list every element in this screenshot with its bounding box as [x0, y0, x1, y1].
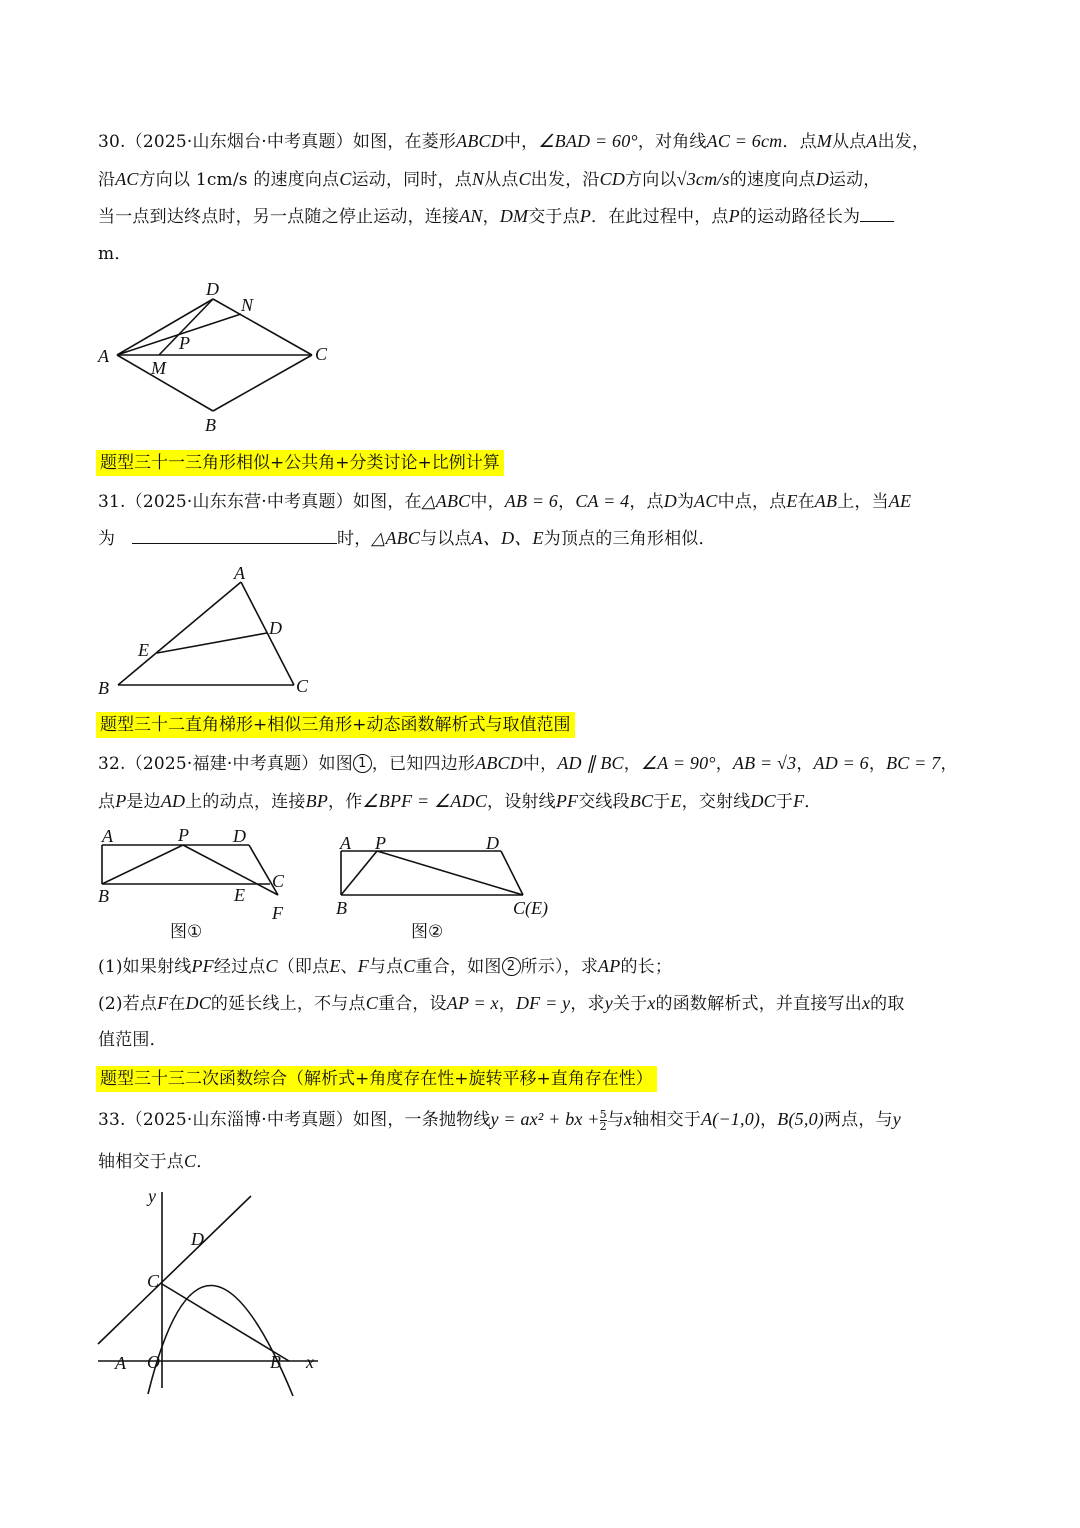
figure-caption-1: 图① [170, 922, 203, 942]
figure-caption-2: 图② [411, 922, 444, 942]
label-E: E [138, 640, 149, 660]
label-A: A [102, 826, 113, 846]
label-P: P [178, 825, 189, 845]
label-M: M [151, 358, 166, 378]
label-D: D [191, 1229, 204, 1249]
answer-blank [132, 529, 337, 544]
segment-PC [377, 851, 523, 895]
q32-part-1: (1)如果射线PF经过点C（即点E、F与点C重合，如图 2 所示），求AP的长； [98, 956, 673, 977]
edge-AD [117, 299, 213, 355]
trapezoid-figure-2 [330, 822, 570, 947]
label-C: C [296, 676, 309, 696]
trapezoid-figure-1 [90, 822, 300, 947]
line-CD [98, 1196, 251, 1344]
edge-CA [241, 582, 294, 685]
parabola-figure [90, 1180, 340, 1400]
label-D: D [486, 833, 499, 853]
section-heading-32: 题型三十二直角梯形+相似三角形+动态函数解析式与取值范围 [96, 712, 575, 738]
q30-line-1: 30.（2025·山东烟台·中考真题）如图，在菱形ABCD中，∠BAD = 60°，对角线AC = 6cm．点M从点A出发， [98, 131, 930, 152]
label-C: C [147, 1271, 160, 1291]
label-A: A [115, 1353, 126, 1373]
label-B: B [98, 678, 109, 698]
label-P: P [179, 333, 190, 353]
label-O: O [147, 1352, 160, 1372]
parabola-curve [148, 1285, 293, 1396]
edge-DC [501, 851, 523, 895]
label-F: F [272, 903, 283, 923]
q33-line-1: 33.（2025·山东淄博·中考真题）如图，一条抛物线y = ax² + bx + $\frac{5}{2}$ 与x轴相交于A(−1,0)，B(5,0)两点，与y [98, 1108, 901, 1133]
label-B: B [205, 415, 216, 435]
edge-CB [213, 355, 312, 411]
segment-BP [102, 845, 183, 884]
label-C: C [315, 344, 328, 364]
label-x: x [306, 1352, 314, 1372]
section-heading-31: 题型三十一三角形相似+公共角+分类讨论+比例计算 [96, 450, 504, 476]
rhombus-figure [90, 275, 350, 440]
triangle-figure [90, 560, 330, 700]
q31-line-1: 31.（2025·山东东营·中考真题）如图，在△ABC中，AB = 6，CA = 4，点D为AC中点，点E在AB上，当AE [98, 491, 912, 512]
section-heading-33: 题型三十三二次函数综合（解析式+角度存在性+旋转平移+直角存在性） [96, 1066, 657, 1092]
label-E: E [234, 885, 245, 905]
label-A: A [340, 833, 351, 853]
label-D: D [269, 618, 282, 638]
label-C-E: C(E) [513, 898, 548, 918]
q32-part-2: (2)若点F在DC的延长线上，不与点C重合，设AP = x，DF = y，求y关于x的函数解析式，并直接写出x的取 [98, 993, 905, 1014]
segment-CB [162, 1284, 289, 1361]
q31-line-2: 为 时，△ABC与以点A、D、E为顶点的三角形相似． [98, 528, 716, 549]
edge-AB [118, 582, 241, 685]
label-A: A [234, 563, 245, 583]
q30-line-4: m． [98, 244, 132, 264]
q30-line-3: 当一点到达终点时，另一点随之停止运动，连接AN，DM交于点P．在此过程中，点P的运动路径长为 [98, 205, 894, 228]
segment-ED [157, 633, 267, 653]
q30-line-2: 沿AC方向以 1cm/s 的速度向点C运动，同时，点N从点C出发，沿CD方向以√3cm/s的速度向点D运动， [98, 169, 881, 190]
q33-line-2: 轴相交于点C． [98, 1151, 214, 1172]
answer-blank [860, 207, 894, 222]
q32-line-1: 32.（2025·福建·中考真题）如图 1 ，已知四边形ABCD中，AD ∥ BC，∠A = 90°，AB = √3，AD = 6，BC = 7， [98, 753, 958, 774]
fraction-5-2: $\frac{5}{2}$ [599, 1108, 607, 1133]
segment-BP [341, 851, 377, 895]
label-N: N [241, 295, 254, 315]
circled-number-2: 2 [502, 957, 521, 976]
label-C: C [272, 871, 285, 891]
label-P: P [375, 833, 386, 853]
label-B: B [270, 1352, 281, 1372]
label-D: D [206, 279, 219, 299]
label-B: B [336, 898, 347, 918]
circled-number-1: 1 [353, 754, 372, 773]
q32-part-2-cont: 值范围． [98, 1030, 167, 1050]
label-B: B [98, 886, 109, 906]
label-A: A [98, 346, 109, 366]
label-y: y [148, 1186, 156, 1206]
label-D: D [233, 826, 246, 846]
q32-line-2: 点P是边AD上的动点，连接BP，作∠BPF = ∠ADC，设射线PF交线段BC于E，交射线DC于F． [98, 791, 822, 812]
edge-DC [213, 299, 312, 355]
